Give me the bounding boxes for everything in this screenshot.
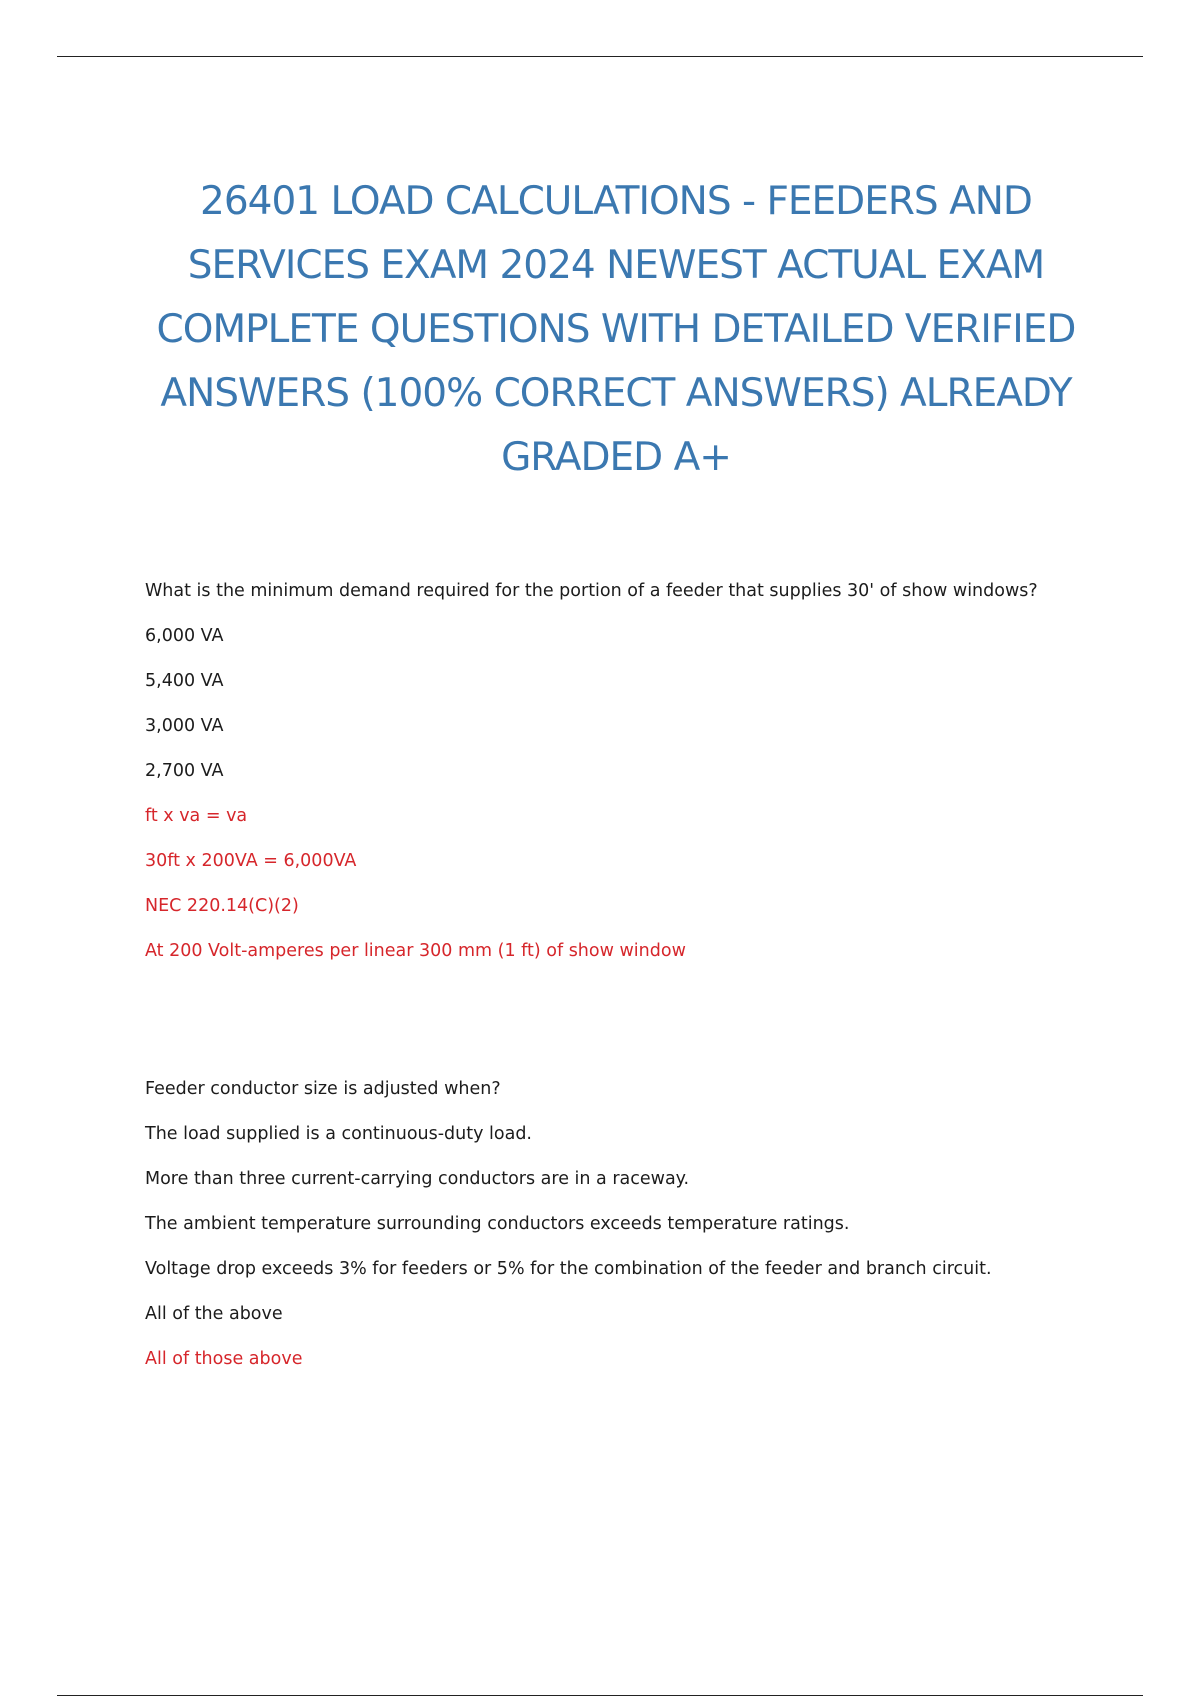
- answer-option: More than three current-carrying conductors are in a raceway.: [145, 1169, 690, 1189]
- answer-option: The load supplied is a continuous-duty load.: [145, 1124, 532, 1144]
- header-rule: [57, 56, 1143, 57]
- question-block-2: [145, 1078, 1125, 1393]
- answer-explanation: At 200 Volt-amperes per linear 300 mm (1 ft) of show window: [145, 941, 686, 961]
- answer-option: 3,000 VA: [145, 716, 224, 736]
- answer-explanation: ft x va = va: [145, 806, 248, 826]
- answer-option: All of the above: [145, 1304, 283, 1324]
- answer-explanation: All of those above: [145, 1349, 303, 1369]
- question-block-1: [145, 580, 1125, 985]
- answer-option: 5,400 VA: [145, 671, 224, 691]
- answer-option: The ambient temperature surrounding conductors exceeds temperature ratings.: [145, 1214, 850, 1234]
- answer-explanation: NEC 220.14(C)(2): [145, 896, 299, 916]
- answer-explanation: 30ft x 200VA = 6,000VA: [145, 851, 357, 871]
- footer-rule: [57, 1695, 1143, 1696]
- question-text: Feeder conductor size is adjusted when?: [145, 1079, 501, 1099]
- document-title: 26401 LOAD CALCULATIONS - FEEDERS AND SERVICES EXAM 2024 NEWEST ACTUAL EXAM COMPLETE QUESTIONS WITH DETAILED VERIFIED ANSWERS (100% CORRECT ANSWERS) ALREADY GRADED A+: [156, 179, 1076, 480]
- question-text: What is the minimum demand required for the portion of a feeder that supplies 30' of show windows?: [145, 581, 1038, 601]
- answer-option: Voltage drop exceeds 3% for feeders or 5% for the combination of the feeder and branch circuit.: [145, 1259, 992, 1279]
- answer-option: 2,700 VA: [145, 761, 224, 781]
- answer-option: 6,000 VA: [145, 626, 224, 646]
